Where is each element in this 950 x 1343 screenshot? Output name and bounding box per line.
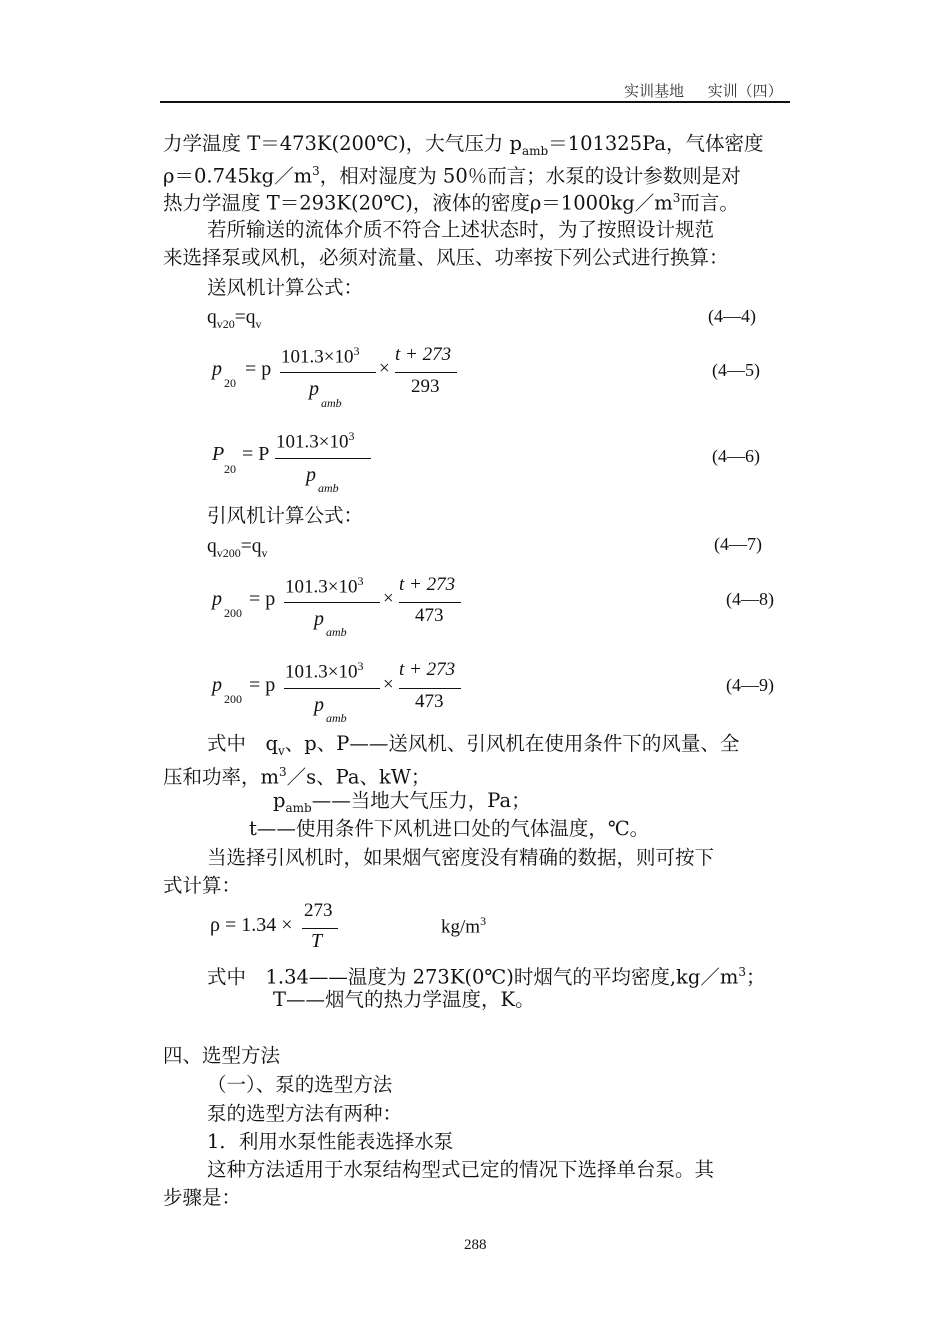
para3-line2: 式计算： <box>163 874 242 897</box>
equation-number-4-5: (4—5) <box>712 360 760 380</box>
running-header <box>624 80 783 101</box>
header-left: 实训基地 <box>624 82 685 100</box>
equation-number-4-6: (4—6) <box>712 446 760 466</box>
section-heading: 四、选型方法 <box>163 1044 281 1067</box>
para2-line1: 若所输送的流体介质不符合上述状态时，为了按照设计规范 <box>207 218 715 241</box>
para3-line1: 当选择引风机时，如果烟气密度没有精确的数据，则可按下 <box>207 846 715 869</box>
induced-heading: 引风机计算公式： <box>207 504 364 527</box>
pump-methods-intro: 泵的选型方法有两种： <box>207 1102 403 1125</box>
equation-number-4-4: (4—4) <box>708 306 756 326</box>
header-right: 实训（四） <box>707 82 783 100</box>
where1-line4: t——使用条件下风机进口处的气体温度，℃。 <box>249 817 650 840</box>
where2-line2: T——烟气的热力学温度，K。 <box>273 988 535 1011</box>
equation-4-4: $q_{v20}=q_v$ <box>207 307 262 331</box>
equation-number-4-8: (4—8) <box>726 589 774 609</box>
para2-line2: 来选择泵或风机，必须对流量、风压、功率按下列公式进行换算： <box>163 246 729 269</box>
header-rule <box>160 101 790 103</box>
subsection-heading: （一）、泵的选型方法 <box>207 1073 393 1096</box>
para1-line2: $\rho=0.745kg/m^3$，相对湿度为 50％而言；水泵的设计参数则是对 <box>163 164 741 188</box>
para1-line1: 力学温度 T＝473K(200℃)，大气压力 $p_{amb}=101325Pa$，气体密度 <box>163 132 764 158</box>
equation-number-4-9: (4—9) <box>726 675 774 695</box>
para1-line3: 热力学温度 T＝293K(20℃)，液体的密度$\rho=1000kg/m^3$而言。 <box>163 191 739 215</box>
where1-line1: 式中 $q_v$、p、P——送风机、引风机在使用条件下的风量、全 <box>207 732 740 758</box>
where1-line2: 压和功率，$m^3/s$、Pa、kW； <box>163 765 431 789</box>
blower-heading: 送风机计算公式： <box>207 276 364 299</box>
equation-number-4-7: (4—7) <box>714 534 762 554</box>
method-item-1: 1．利用水泵性能表选择水泵 <box>207 1130 454 1153</box>
where2-line1: 式中 1.34——温度为 273K(0℃)时烟气的平均密度$,kg/m^3$； <box>207 965 766 989</box>
para4-line2: 步骤是： <box>163 1186 242 1209</box>
equation-4-7: $q_{v200}=q_v$ <box>207 536 268 560</box>
where1-line3: $p_{amb}——$当地大气压力，Pa； <box>273 789 531 815</box>
page-number: 288 <box>464 1237 487 1253</box>
para4-line1: 这种方法适用于水泵结构型式已定的情况下选择单台泵。其 <box>207 1158 715 1181</box>
